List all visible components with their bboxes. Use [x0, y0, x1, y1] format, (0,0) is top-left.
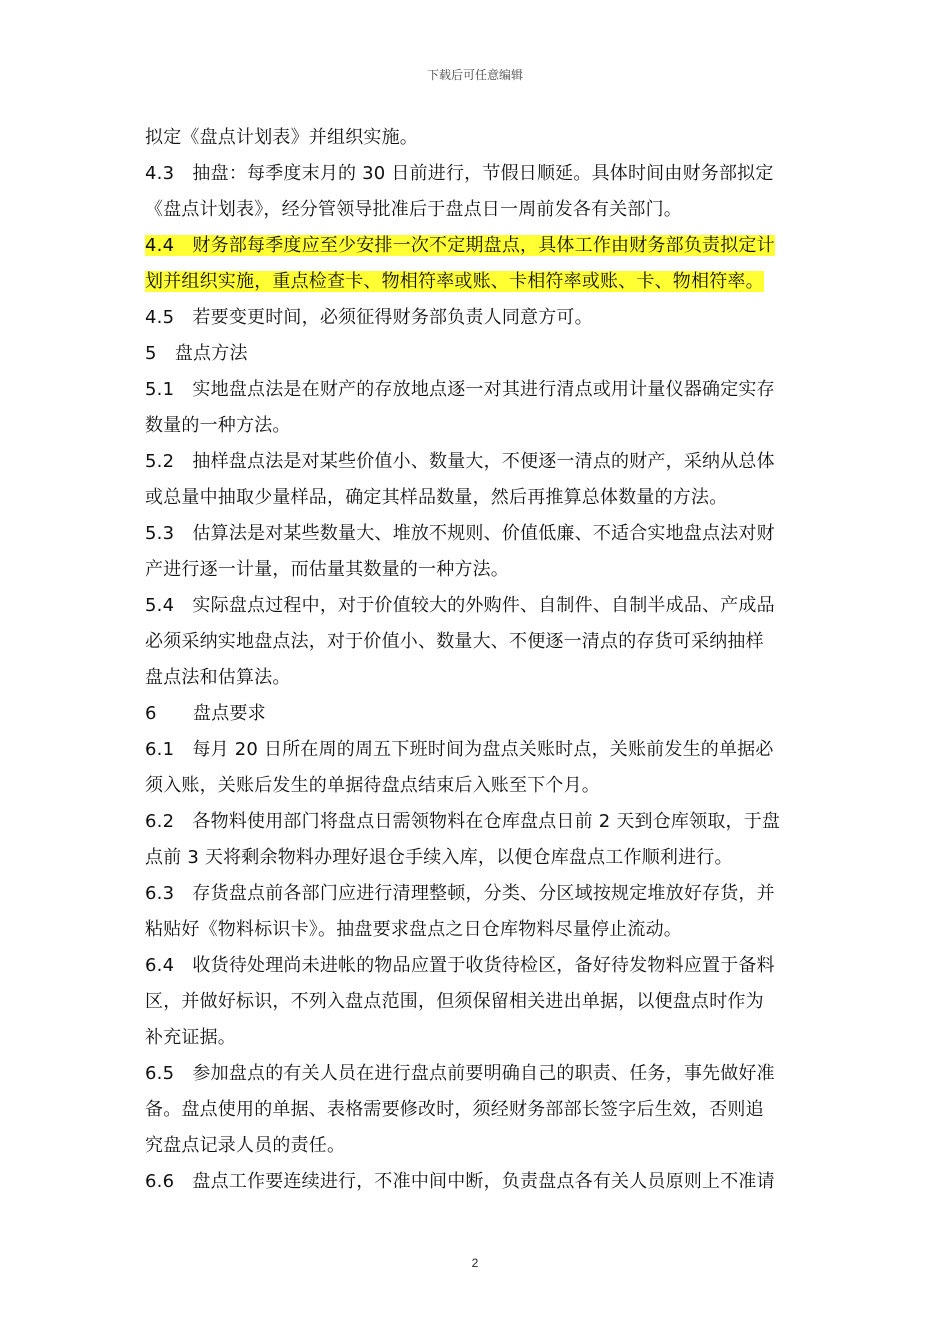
- line-text: 产进行逐一计量，而估量其数量的一种方法。: [145, 559, 509, 580]
- text-line: [145, 516, 813, 552]
- text-line: [145, 228, 813, 264]
- line-text: 粘贴好《物料标识卡》。抽盘要求盘点之日仓库物料尽量停止流动。: [145, 919, 682, 940]
- line-text: 拟定《盘点计划表》并组织实施。: [145, 127, 418, 148]
- line-text: 区，并做好标识，不列入盘点范围，但须保留相关进出单据，以便盘点时作为: [145, 991, 764, 1012]
- line-text: 6.1 每月 20 日所在周的周五下班时间为盘点关账时点，关账前发生的单据必: [145, 739, 774, 760]
- page-number: 2: [471, 1256, 479, 1270]
- line-text: 补充证据。: [145, 1027, 236, 1048]
- line-text: 6.2 各物料使用部门将盘点日需领物料在仓库盘点日前 2 天到仓库领取，于盘: [145, 811, 781, 832]
- line-text: 必须采纳实地盘点法，对于价值小、数量大、不便逐一清点的存货可采纳抽样: [145, 631, 764, 652]
- text-line: [145, 1128, 813, 1164]
- line-text: 5.3 估算法是对某些数量大、堆放不规则、价值低廉、不适合实地盘点法对财: [145, 523, 775, 544]
- text-line: [145, 1164, 813, 1200]
- line-text: 6.5 参加盘点的有关人员在进行盘点前要明确自己的职责、任务，事先做好准: [145, 1063, 775, 1084]
- line-text: 5 盘点方法: [145, 343, 248, 364]
- text-line: [145, 120, 813, 156]
- document-body: [145, 120, 813, 1200]
- text-line: [145, 372, 813, 408]
- line-text: 盘点法和估算法。: [145, 667, 291, 688]
- line-text: 须入账，关账后发生的单据待盘点结束后入账至下个月。: [145, 775, 600, 796]
- line-text: 究盘点记录人员的责任。: [145, 1135, 346, 1156]
- text-line: [145, 336, 813, 372]
- text-line: [145, 264, 813, 300]
- text-line: [145, 156, 813, 192]
- text-line: [145, 876, 813, 912]
- line-text: 6.3 存货盘点前各部门应进行清理整顿，分类、分区域按规定堆放好存货，并: [145, 883, 775, 904]
- text-line: [145, 1056, 813, 1092]
- page-header: 下载后可任意编辑: [426, 68, 523, 82]
- line-text: 5.4 实际盘点过程中，对于价值较大的外购件、自制件、自制半成品、产成品: [145, 595, 775, 616]
- text-line: [145, 588, 813, 624]
- line-text: 5.2 抽样盘点法是对某些价值小、数量大，不便逐一清点的财产，采纳从总体: [145, 451, 775, 472]
- text-line: [145, 624, 813, 660]
- line-text: 5.1 实地盘点法是在财产的存放地点逐一对其进行清点或用计量仪器确定实存: [145, 379, 775, 400]
- text-line: [145, 660, 813, 696]
- line-text: 6 盘点要求: [145, 703, 266, 724]
- text-line: [145, 1020, 813, 1056]
- line-text: 4.3 抽盘：每季度末月的 30 日前进行，节假日顺延。具体时间由财务部拟定: [145, 163, 774, 184]
- text-line: [145, 732, 813, 768]
- line-text: 《盘点计划表》，经分管领导批准后于盘点日一周前发各有关部门。: [145, 199, 682, 220]
- line-text: 备。盘点使用的单据、表格需要修改时，须经财务部部长签字后生效，否则追: [145, 1099, 764, 1120]
- text-line: [145, 696, 813, 732]
- text-line: [145, 444, 813, 480]
- text-line: [145, 768, 813, 804]
- line-text: 4.5 若要变更时间，必须征得财务部负责人同意方可。: [145, 307, 593, 328]
- text-line: [145, 1092, 813, 1128]
- text-line: [145, 408, 813, 444]
- line-text: 数量的一种方法。: [145, 415, 291, 436]
- text-line: [145, 840, 813, 876]
- text-line: [145, 552, 813, 588]
- highlighted-text: 划并组织实施，重点检查卡、物相符率或账、卡相符率或账、卡、物相符率。: [145, 271, 764, 292]
- line-text: 6.4 收货待处理尚未进帐的物品应置于收货待检区，备好待发物料应置于备料: [145, 955, 775, 976]
- text-line: [145, 480, 813, 516]
- text-line: [145, 300, 813, 336]
- highlighted-text: 4.4 财务部每季度应至少安排一次不定期盘点，具体工作由财务部负责拟定计: [145, 235, 775, 256]
- text-line: [145, 192, 813, 228]
- text-line: [145, 912, 813, 948]
- text-line: [145, 984, 813, 1020]
- line-text: 6.6 盘点工作要连续进行，不准中间中断，负责盘点各有关人员原则上不准请: [145, 1171, 775, 1192]
- text-line: [145, 804, 813, 840]
- text-line: [145, 948, 813, 984]
- line-text: 或总量中抽取少量样品，确定其样品数量，然后再推算总体数量的方法。: [145, 487, 728, 508]
- line-text: 点前 3 天将剩余物料办理好退仓手续入库，以便仓库盘点工作顺利进行。: [145, 847, 733, 868]
